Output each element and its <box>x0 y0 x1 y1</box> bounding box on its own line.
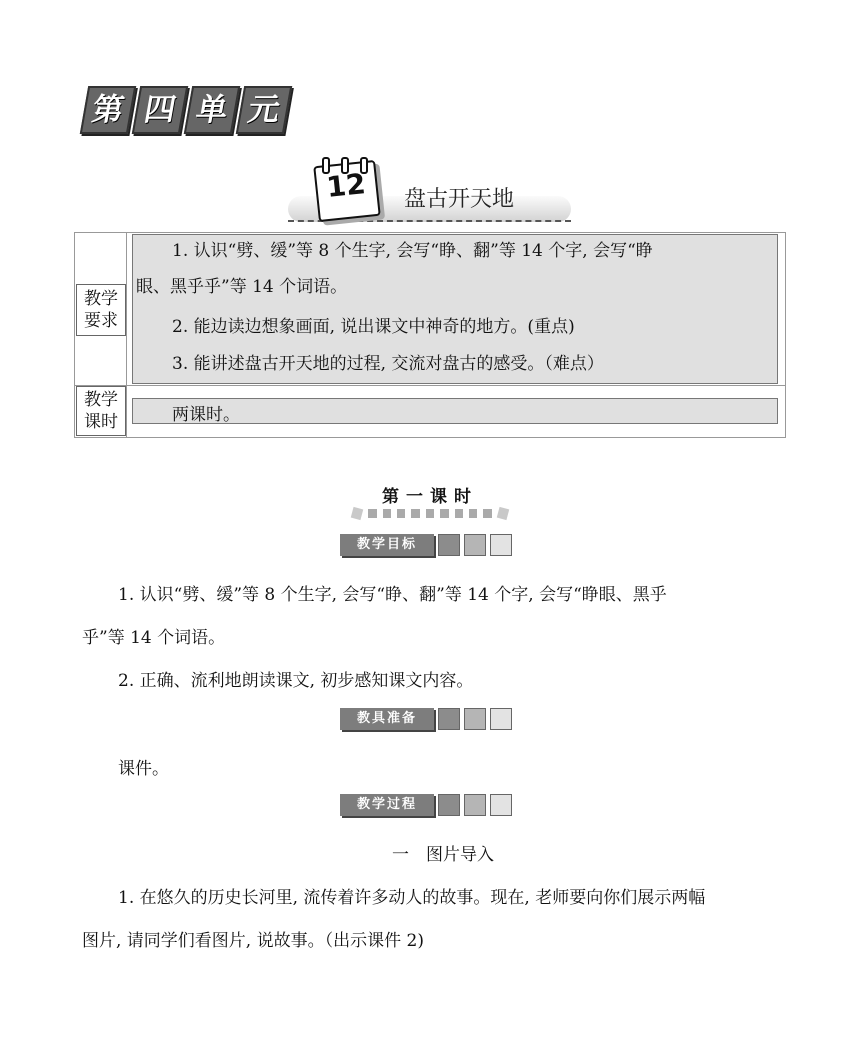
requirements-label <box>76 284 126 336</box>
tools-tag <box>340 708 512 730</box>
goal-line: 2. 正确、流利地朗读课文, 初步感知课文内容。 <box>118 671 474 691</box>
calendar-icon <box>316 157 374 215</box>
table-divider <box>74 385 786 386</box>
unit-char: 单 <box>184 86 240 134</box>
lesson-number: 12 <box>324 167 368 204</box>
goals-tag <box>340 534 512 556</box>
class-hours-value: 两课时。 <box>172 405 240 425</box>
unit-char: 元 <box>236 86 292 134</box>
unit-char: 第 <box>80 86 136 134</box>
table-divider <box>126 232 127 438</box>
goal-line: 乎”等 14 个词语。 <box>82 628 226 648</box>
process-line: 图片, 请同学们看图片, 说故事。（出示课件 2) <box>82 931 424 951</box>
requirement-line: 眼、黑乎乎”等 14 个词语。 <box>136 277 348 297</box>
class-hours-label-line: 教学 <box>84 390 118 410</box>
goal-line: 1. 认识“劈、缓”等 8 个生字, 会写“睁、翻”等 14 个字, 会写“睁眼、黑乎 <box>118 585 667 605</box>
process-tag-label: 教学过程 <box>340 794 434 816</box>
unit-char: 四 <box>132 86 188 134</box>
process-step-heading: 一 图片导入 <box>392 845 494 865</box>
process-line: 1. 在悠久的历史长河里, 流传着许多动人的故事。现在, 老师要向你们展示两幅 <box>118 888 706 908</box>
class-hours-label-line: 课时 <box>84 412 118 432</box>
section-title-underline <box>352 508 508 519</box>
requirements-label-line: 教学 <box>84 289 118 309</box>
goals-tag-label: 教学目标 <box>340 534 434 556</box>
requirements-label-line: 要求 <box>84 311 118 331</box>
requirement-line: 3. 能讲述盘古开天地的过程, 交流对盘古的感受。（难点） <box>172 354 604 374</box>
requirement-line: 1. 认识“劈、缓”等 8 个生字, 会写“睁、翻”等 14 个字, 会写“睁 <box>172 241 653 261</box>
tools-text: 课件。 <box>118 759 169 779</box>
lesson-title: 盘古开天地 <box>404 187 515 212</box>
process-tag <box>340 794 512 816</box>
section-title: 第一课时 <box>382 487 478 507</box>
tools-tag-label: 教具准备 <box>340 708 434 730</box>
requirement-line: 2. 能边读边想象画面, 说出课文中神奇的地方。(重点) <box>172 317 575 337</box>
class-hours-label <box>76 386 126 436</box>
unit-banner <box>84 86 288 134</box>
